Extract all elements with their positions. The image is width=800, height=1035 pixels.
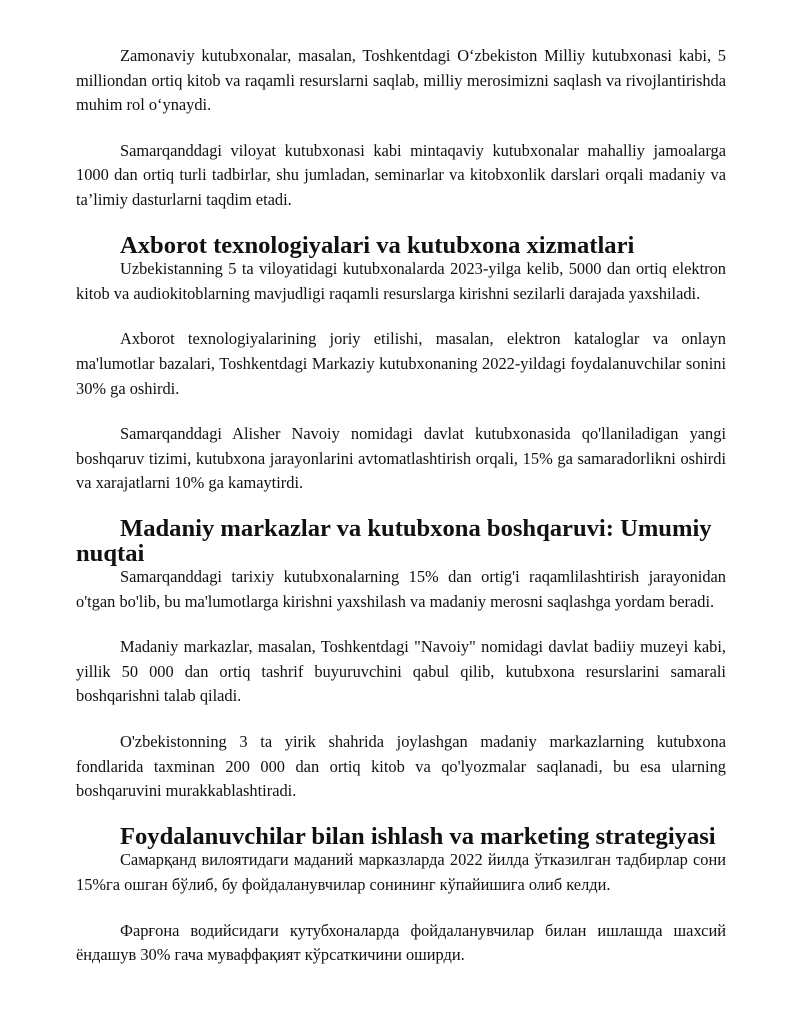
- paragraph-electronic-books: Uzbekistanning 5 ta viloyatidagi kutubxonalarda 2023-yilga kelib, 5000 dan ortiq elektron kitob va audiokitoblarning mavjudligi raqamli resurslarga kirishni sezilarli darajada yaxshiladi.: [76, 259, 726, 303]
- paragraph-electronic-catalogs: Axborot texnologiyalarining joriy etilishi, masalan, elektron kataloglar va onlayn ma'lumotlar bazalari, Toshkentdagi Markaziy kutubxonaning 2022-yildagi foydalanuvchilar sonini 30% ga oshirdi.: [76, 329, 726, 398]
- section-heading-information-technologies: Axborot texnologiyalari va kutubxona xizmatlari: [120, 231, 635, 259]
- paragraph-regional-libraries: Samarqanddagi viloyat kutubxonasi kabi mintaqaviy kutubxonalar mahalliy jamoalarga 1000 dan ortiq turli tadbirlar, shu jumladan, seminarlar va kitobxonlik darslari orqali madaniy va ta’limiy dasturlarni taqdim etadi.: [76, 140, 726, 209]
- section-heading-user-marketing: Foydalanuvchilar bilan ishlash va marketing strategiyasi: [120, 822, 716, 850]
- document-page: [76, 44, 726, 968]
- paragraph-digitization: Samarqanddagi tarixiy kutubxonalarning 15% dan ortig'i raqamlilashtirish jarayonidan o'tgan bo'lib, bu ma'lumotlarga kirishni yaxshilash va madaniy merosni saqlashga yordam beradi.: [76, 567, 726, 611]
- paragraph-management-system: Samarqanddagi Alisher Navoiy nomidagi davlat kutubxonasida qo'llaniladigan yangi boshqaruv tizimi, kutubxona jarayonlarini avtomatlashtirish orqali, 15% ga samaradorlikni oshirdi va xarajatlarni 10% ga kamaytirdi.: [76, 424, 726, 493]
- paragraph-art-museum: Madaniy markazlar, masalan, Toshkentdagi "Navoiy" nomidagi davlat badiiy muzeyi kabi, yillik 50 000 dan ortiq tashrif buyuruvchini qabul qilib, kutubxona resurslarini samarali boshqarishni talab qiladi.: [76, 637, 726, 706]
- paragraph-library-collections: O'zbekistonning 3 ta yirik shahrida joylashgan madaniy markazlarning kutubxona fondlarida taxminan 200 000 dan ortiq kitob va qo'lyozmalar saqlanadi, bu esa ularning boshqaruvini murakkablashtiradi.: [76, 732, 726, 801]
- section-heading-cultural-centers: Madaniy markazlar va kutubxona boshqaruvi: Umumiy nuqtai: [76, 514, 712, 567]
- paragraph-national-library: Zamonaviy kutubxonalar, masalan, Toshkentdagi O‘zbekiston Milliy kutubxonasi kabi, 5 milliondan ortiq kitob va raqamli resurslarni saqlab, milliy merosimizni saqlash va rivojlantirishda muhim rol o‘ynaydi.: [76, 46, 726, 115]
- paragraph-fergana-libraries: Фарғона водийсидаги кутубхоналарда фойдаланувчилар билан ишлашда шахсий ёндашув 30% гача муваффақият кўрсаткичини оширди.: [76, 920, 726, 965]
- paragraph-samarkand-events: Самарқанд вилоятидаги маданий марказларда 2022 йилда ўтказилган тадбирлар сони 15%га ошган бўлиб, бу фойдаланувчилар сонининг кўпайишига олиб келди.: [76, 850, 726, 895]
